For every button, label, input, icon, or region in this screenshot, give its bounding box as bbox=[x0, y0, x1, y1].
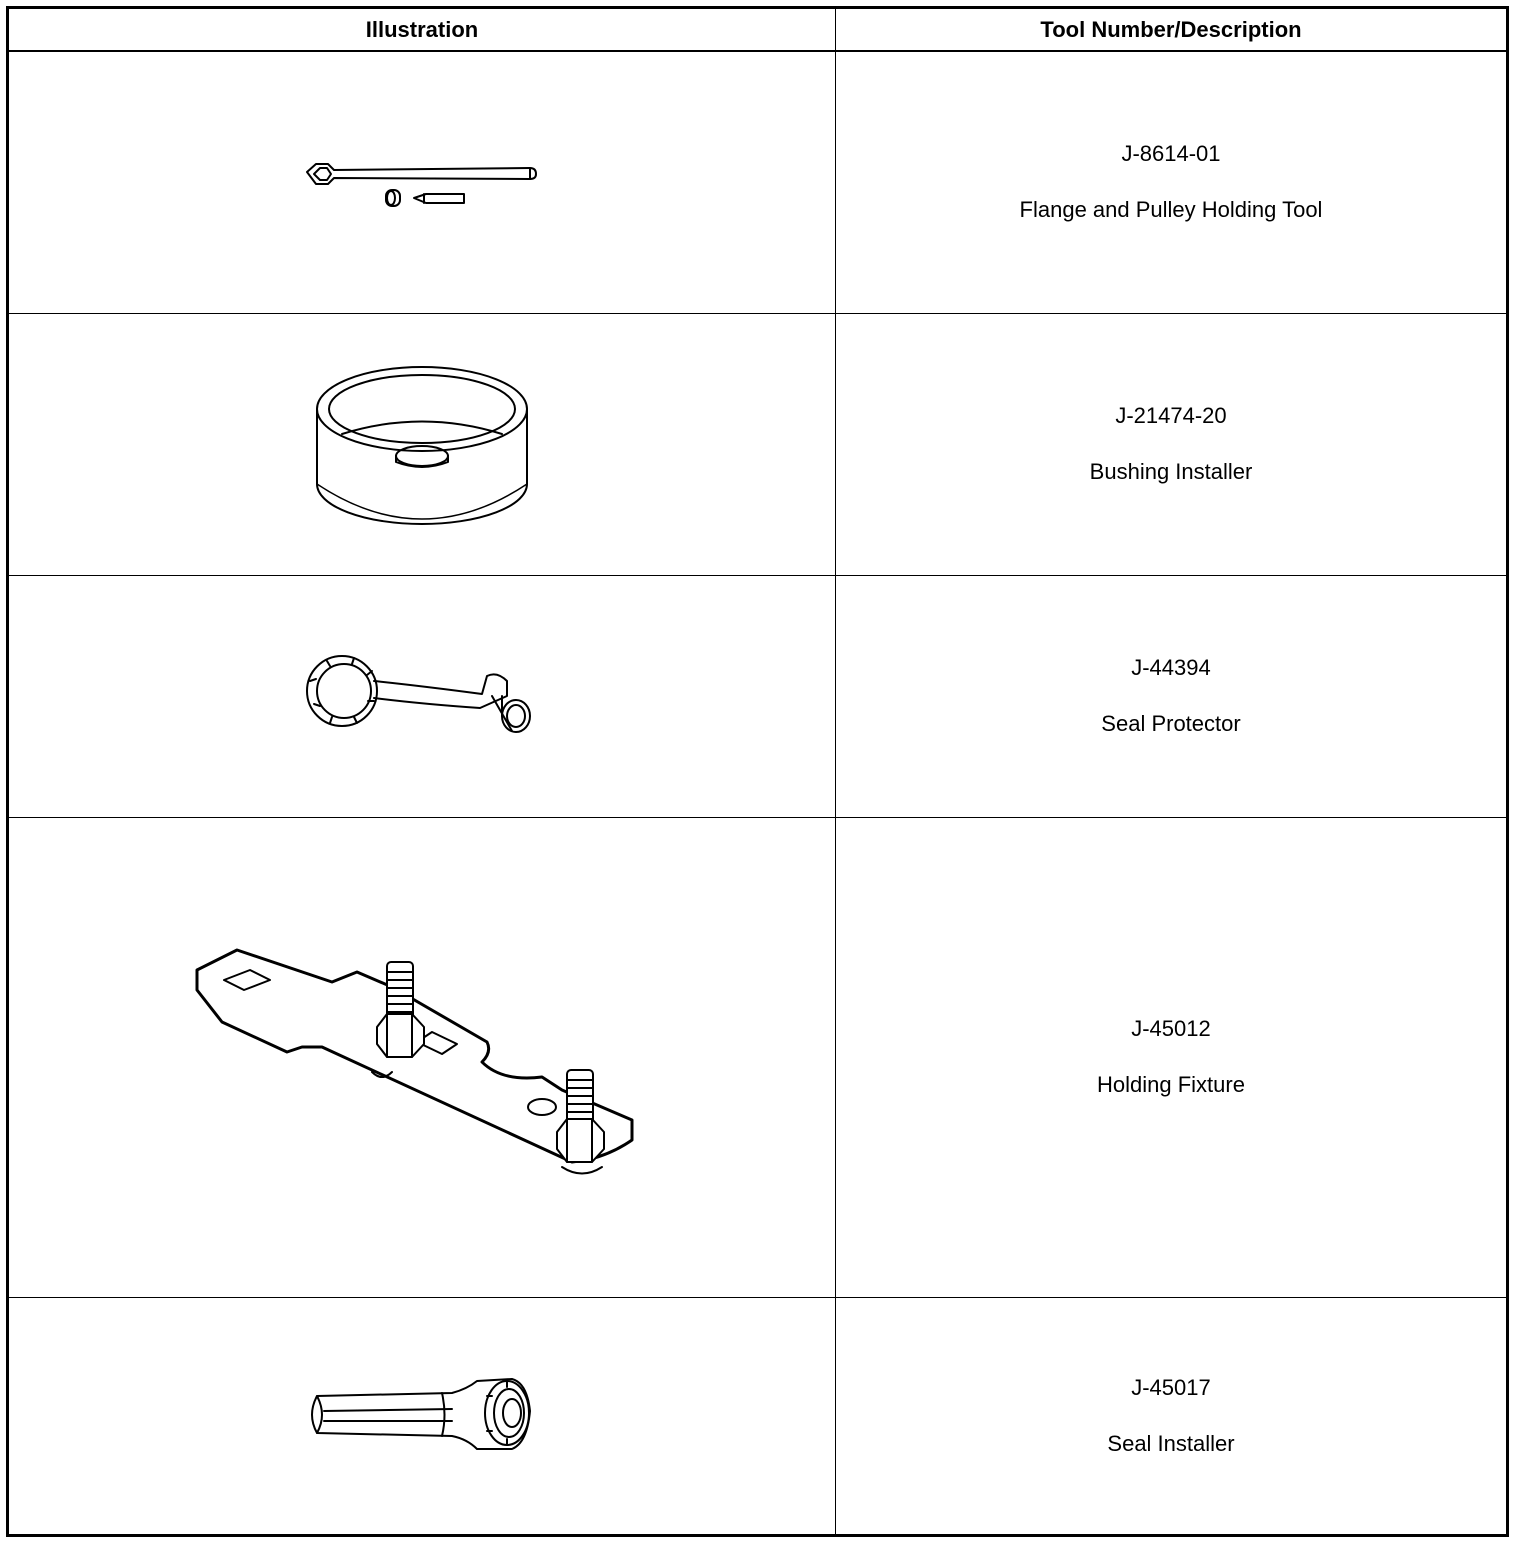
table-header-row bbox=[8, 8, 1508, 52]
table-row bbox=[8, 1297, 1508, 1536]
special-tools-table bbox=[6, 6, 1509, 1537]
tool-description: Flange and Pulley Holding Tool bbox=[1019, 197, 1323, 223]
holding-fixture-icon bbox=[192, 932, 652, 1182]
tool-number: J-44394 bbox=[1131, 655, 1211, 680]
tool-description: Bushing Installer bbox=[1089, 459, 1253, 484]
seal-protector-icon bbox=[302, 646, 542, 746]
tool-number: J-45017 bbox=[1131, 1374, 1211, 1400]
tool-description-cell bbox=[836, 313, 1508, 575]
tool-number: J-45012 bbox=[1131, 1016, 1211, 1041]
illustration-column-header: Illustration bbox=[8, 8, 836, 52]
tool-description-cell bbox=[836, 1297, 1508, 1536]
tool-number: J-21474-20 bbox=[1115, 403, 1227, 428]
illustration-cell bbox=[8, 51, 836, 313]
tool-number: J-8614-01 bbox=[1121, 141, 1221, 167]
illustration-cell bbox=[8, 575, 836, 817]
table-row bbox=[8, 817, 1508, 1297]
tool-description: Seal Installer bbox=[1107, 1430, 1235, 1456]
tool-description-cell bbox=[836, 51, 1508, 313]
tool-description: Seal Protector bbox=[1101, 711, 1241, 736]
flange-pulley-holding-tool-icon bbox=[302, 152, 542, 212]
table-row bbox=[8, 313, 1508, 575]
illustration-cell bbox=[8, 313, 836, 575]
tool-description: Holding Fixture bbox=[1097, 1072, 1245, 1097]
bushing-installer-icon bbox=[312, 354, 532, 534]
illustration-cell bbox=[8, 1297, 836, 1536]
table-row bbox=[8, 51, 1508, 313]
tool-description-cell bbox=[836, 575, 1508, 817]
tool-description-cell bbox=[836, 817, 1508, 1297]
illustration-cell bbox=[8, 817, 836, 1297]
tool-number-description-column-header: Tool Number/Description bbox=[836, 8, 1508, 52]
table-row bbox=[8, 575, 1508, 817]
seal-installer-icon bbox=[302, 1371, 542, 1461]
